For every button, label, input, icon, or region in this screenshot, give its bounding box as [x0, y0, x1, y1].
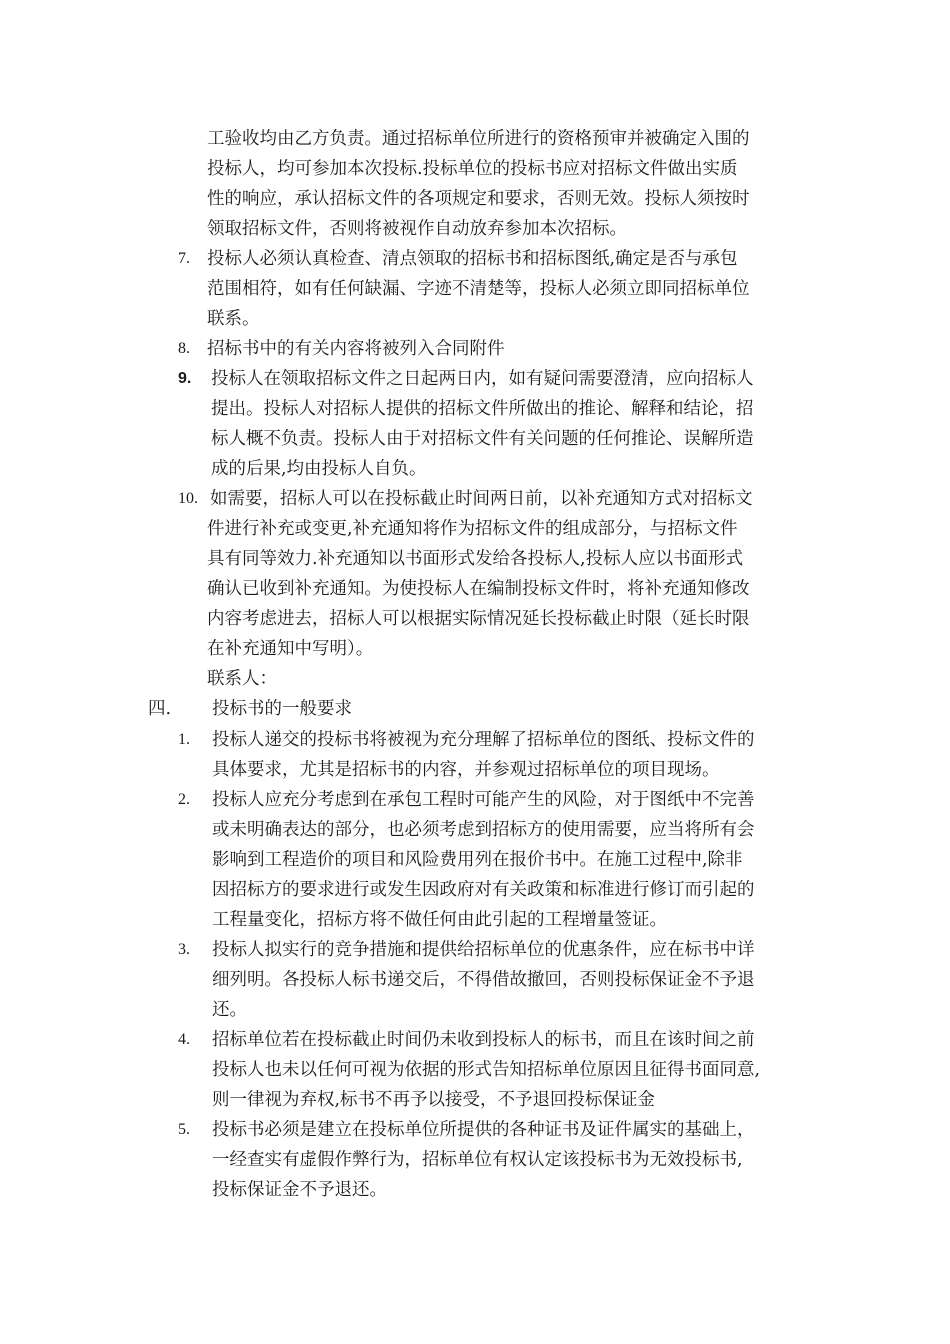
list-item-text: 细列明。各投标人标书递交后，不得借故撤回，否则投标保证金不予退	[212, 970, 755, 990]
paragraph-line: 投标人，均可参加本次投标.投标单位的投标书应对招标文件做出实质	[207, 159, 738, 179]
list-item-text: 投标人必须认真检查、清点领取的招标书和招标图纸,确定是否与承包	[207, 249, 738, 269]
list-item-number: 10.	[178, 490, 198, 507]
list-item-text: 联系。	[207, 309, 260, 329]
list-item-text: 招标书中的有关内容将被列入合同附件	[207, 339, 505, 359]
list-item-text: 件进行补充或变更,补充通知将作为招标文件的组成部分，与招标文件	[207, 519, 738, 539]
list-item-text: 内容考虑进去，招标人可以根据实际情况延长投标截止时限（延长时限	[207, 609, 750, 629]
paragraph-line: 领取招标文件，否则将被视作自动放弃参加本次招标。	[207, 219, 627, 239]
list-item-text: 因招标方的要求进行或发生因政府对有关政策和标准进行修订而引起的	[212, 880, 755, 900]
list-item-number: 4.	[178, 1031, 190, 1048]
list-item-text: 则一律视为弃权,标书不再予以接受，不予退回投标保证金	[212, 1090, 656, 1110]
list-item-text: 投标人也未以任何可视为依据的形式告知招标单位原因且征得书面同意,	[212, 1060, 761, 1080]
list-item-text: 具有同等效力.补充通知以书面形式发给各投标人,投标人应以书面形式	[207, 549, 744, 569]
list-item-text: 投标人在领取招标文件之日起两日内，如有疑问需要澄清，应向招标人	[211, 369, 754, 389]
list-item-text: 招标单位若在投标截止时间仍未收到投标人的标书，而且在该时间之前	[212, 1030, 755, 1050]
contact-label: 联系人：	[207, 669, 277, 689]
list-item-text: 在补充通知中写明）。	[207, 639, 374, 659]
list-item-number: 5.	[178, 1121, 190, 1138]
list-item-text: 投标书必须是建立在投标单位所提供的各种证书及证件属实的基础上，	[212, 1120, 755, 1140]
section-number: 四.	[148, 699, 172, 719]
list-item-text: 还。	[212, 1000, 247, 1020]
paragraph-line: 工验收均由乙方负责。通过招标单位所进行的资格预审并被确定入围的	[207, 129, 750, 149]
list-item-text: 确认已收到补充通知。为使投标人在编制投标文件时，将补充通知修改	[207, 579, 750, 599]
list-item-text: 具体要求，尤其是招标书的内容，并参观过招标单位的项目现场。	[212, 760, 720, 780]
paragraph-line: 性的响应，承认招标文件的各项规定和要求，否则无效。投标人须按时	[207, 189, 750, 209]
list-item-text: 投标人递交的投标书将被视为充分理解了招标单位的图纸、投标文件的	[212, 730, 755, 750]
section-title: 投标书的一般要求	[212, 699, 352, 719]
list-item-text: 工程量变化，招标方将不做任何由此引起的工程增量签证。	[212, 910, 667, 930]
list-item-number: 3.	[178, 941, 190, 958]
list-item-text: 影响到工程造价的项目和风险费用列在报价书中。在施工过程中,除非	[212, 850, 743, 870]
list-item-text: 投标人拟实行的竞争措施和提供给招标单位的优惠条件，应在标书中详	[212, 940, 755, 960]
list-item-text: 成的后果,均由投标人自负。	[211, 459, 427, 479]
list-item-number: 8.	[178, 340, 190, 357]
list-item-number: 9.	[178, 370, 192, 387]
list-item-text: 一经查实有虚假作弊行为，招标单位有权认定该投标书为无效投标书,	[212, 1150, 743, 1170]
list-item-number: 2.	[178, 791, 190, 808]
list-item-text: 范围相符，如有任何缺漏、字迹不清楚等，投标人必须立即同招标单位	[207, 279, 750, 299]
list-item-text: 标人概不负责。投标人由于对招标文件有关问题的任何推论、误解所造	[211, 429, 754, 449]
list-item-text: 或未明确表达的部分，也必须考虑到招标方的使用需要，应当将所有会	[212, 820, 755, 840]
list-item-text: 如需要，招标人可以在投标截止时间两日前，以补充通知方式对招标文	[210, 489, 753, 509]
list-item-text: 投标保证金不予退还。	[212, 1180, 387, 1200]
list-item-text: 投标人应充分考虑到在承包工程时可能产生的风险，对于图纸中不完善	[212, 790, 755, 810]
list-item-number: 7.	[178, 250, 190, 267]
list-item-text: 提出。投标人对招标人提供的招标文件所做出的推论、解释和结论，招	[211, 399, 754, 419]
list-item-number: 1.	[178, 731, 190, 748]
